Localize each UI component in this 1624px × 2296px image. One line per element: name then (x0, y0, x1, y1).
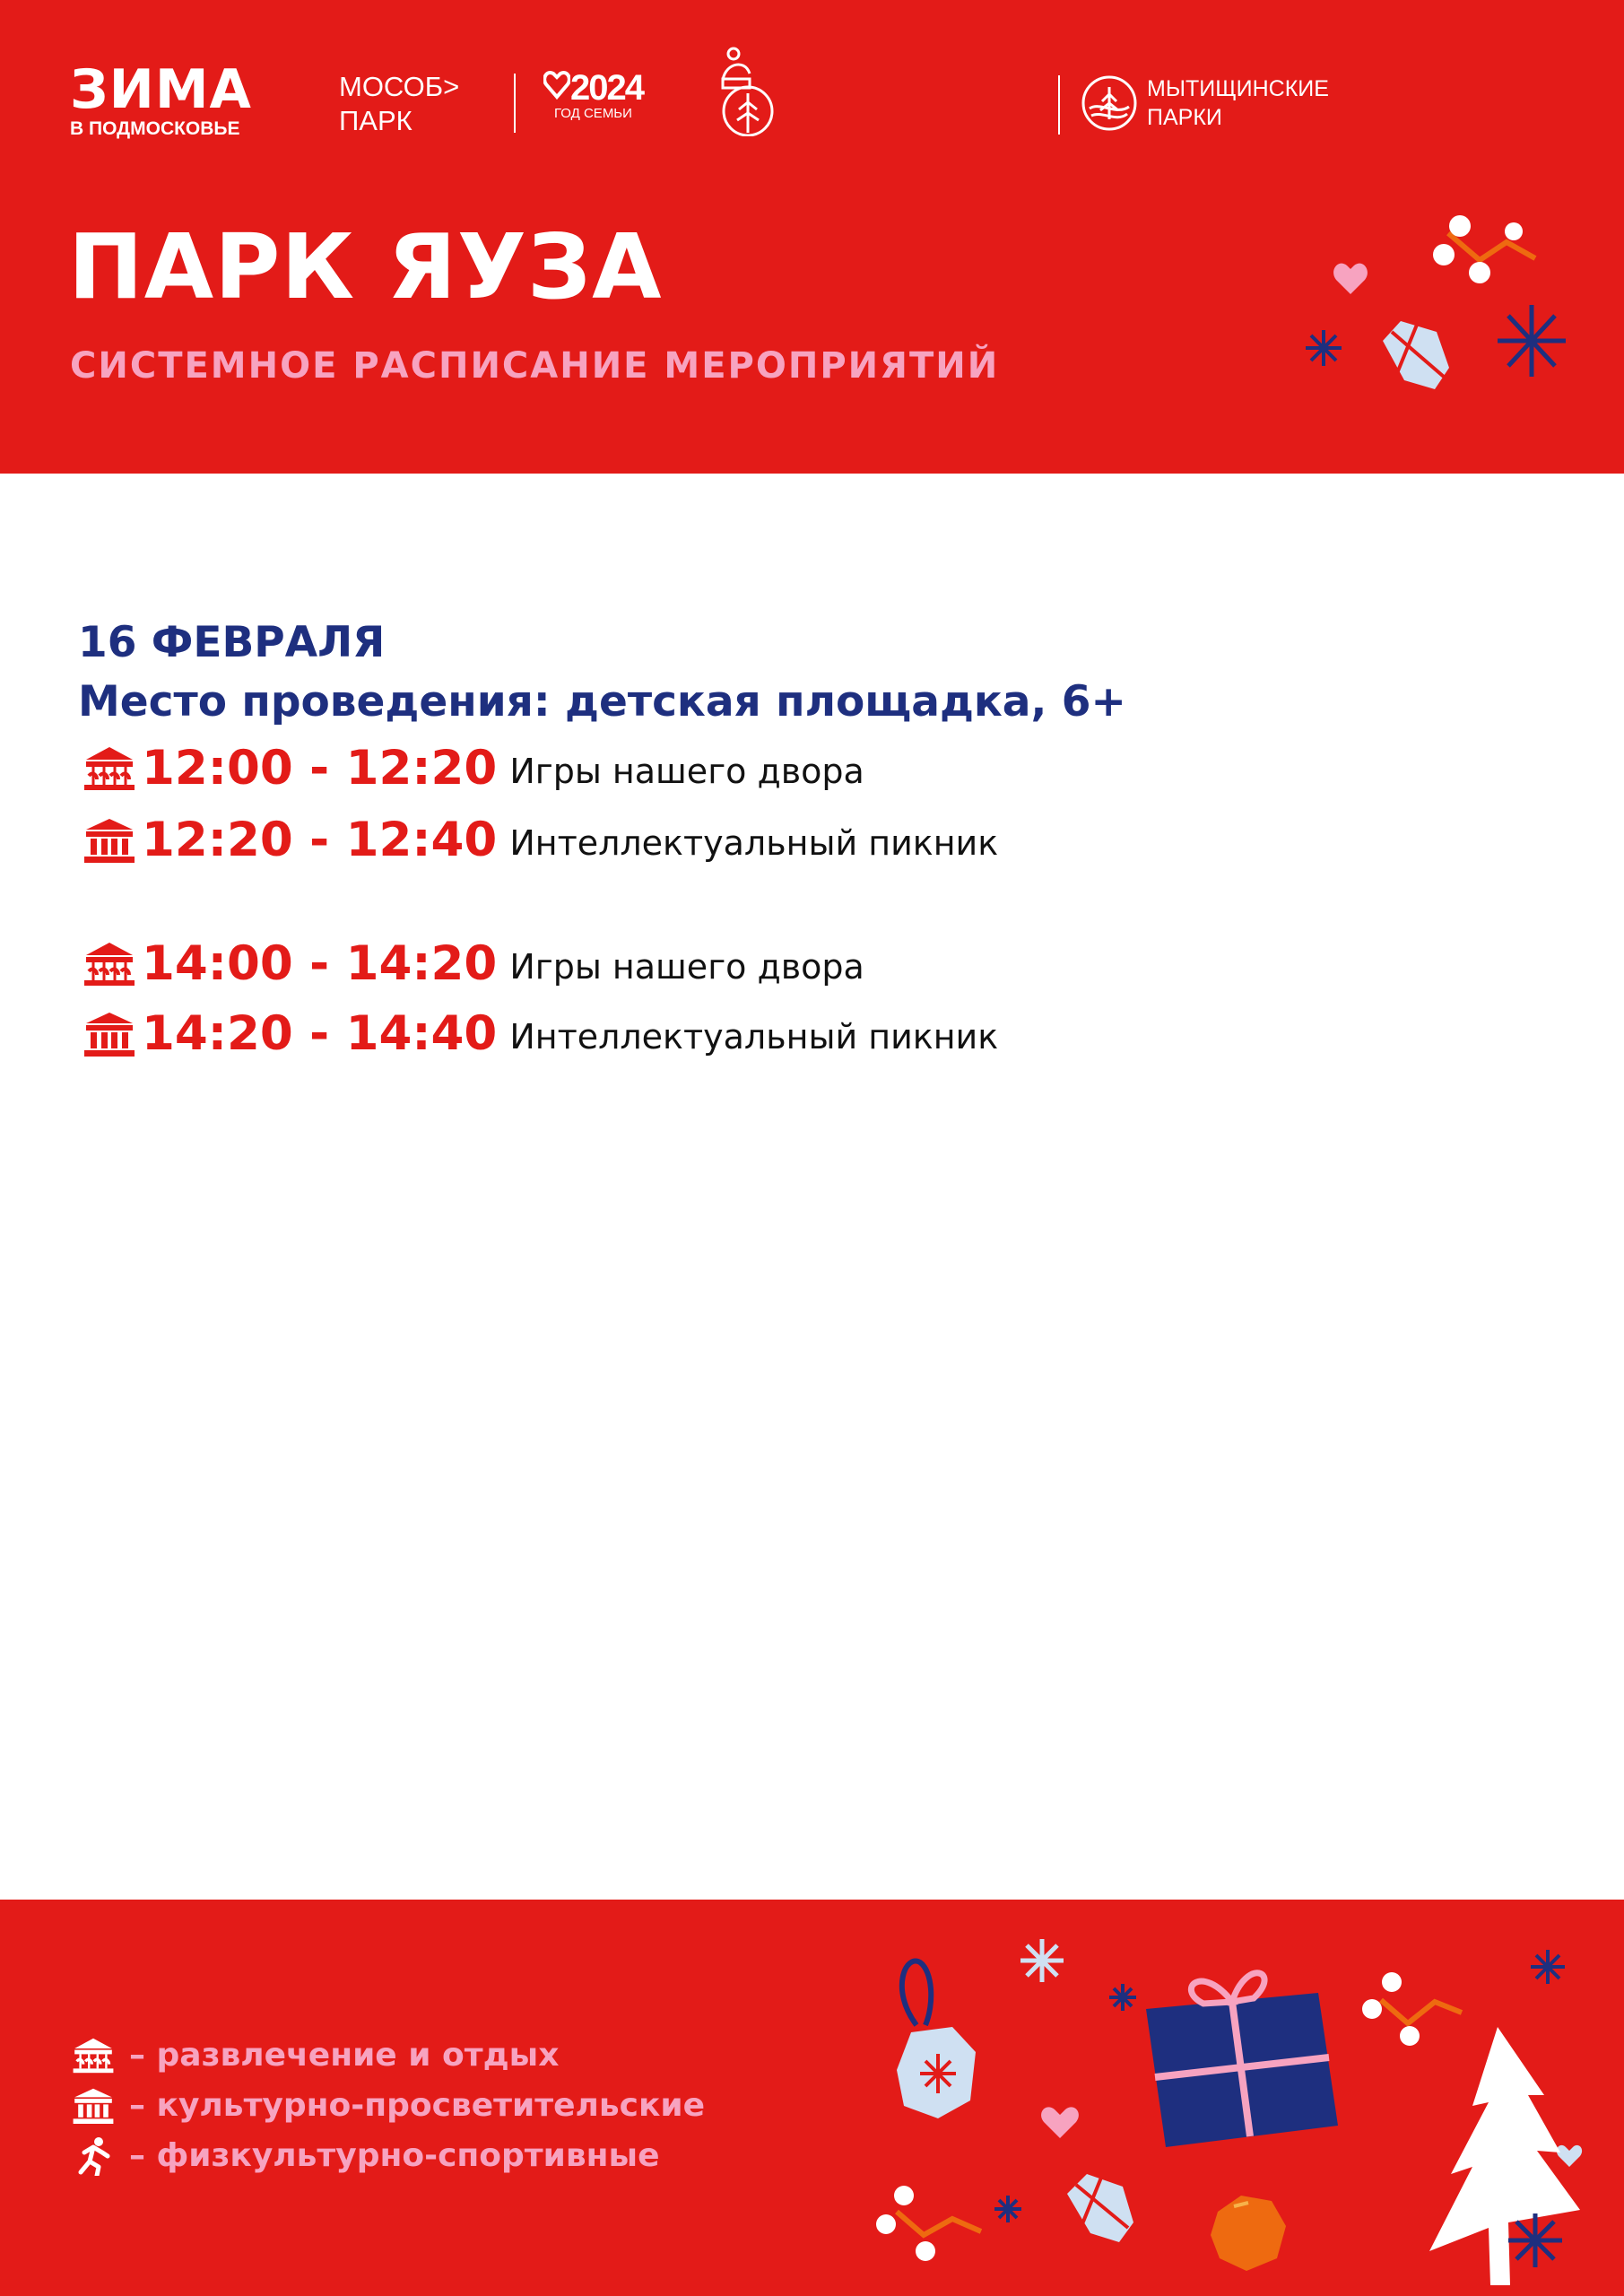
header-decoration (1291, 197, 1587, 422)
event-title: Интеллектуальный пикник (509, 1017, 999, 1057)
mitten-icon (1383, 321, 1449, 389)
event-time: 14:20 - 14:40 (142, 1006, 498, 1061)
heart-icon (1041, 2107, 1079, 2138)
runner-icon (72, 2136, 115, 2176)
logo-zima-title: ЗИМА (70, 58, 252, 121)
schedule-date: 16 ФЕВРАЛЯ (78, 618, 386, 667)
snowflake-icon (1508, 2213, 1562, 2267)
carousel-icon (83, 941, 136, 987)
logo-year-of-family (543, 68, 643, 121)
small-heart-icon (1557, 2145, 1582, 2167)
event-row (83, 809, 998, 872)
bauble-icon (897, 1961, 976, 2118)
museum-icon (72, 2086, 115, 2126)
small-snowflake-icon (994, 2196, 1021, 2222)
event-title: Игры нашего двора (509, 947, 864, 987)
christmas-tree-icon (1429, 2027, 1580, 2285)
legend-label: – развлечение и отдых (129, 2037, 560, 2074)
gift-box-icon (1146, 1973, 1338, 2147)
heart-icon (543, 68, 570, 100)
carousel-icon (72, 2036, 115, 2075)
event-row (83, 737, 864, 800)
berry-branch-icon (1362, 1972, 1462, 2046)
small-snowflake-icon (1109, 1984, 1136, 2011)
page-subtitle: СИСТЕМНОЕ РАСПИСАНИЕ МЕРОПРИЯТИЙ (70, 345, 1000, 387)
snowflake-icon (1498, 305, 1566, 377)
event-time: 12:00 - 12:20 (142, 741, 498, 796)
event-time: 14:00 - 14:20 (142, 936, 498, 991)
snowflake-icon (1020, 1939, 1064, 1982)
parks-emblem-icon (1081, 74, 1138, 132)
parks-divider (1058, 75, 1060, 135)
logo-zima-subtitle: В ПОДМОСКОВЬЕ (70, 118, 240, 139)
legend-item-entertainment (72, 2034, 559, 2077)
logo-parks-line2: ПАРКИ (1147, 105, 1222, 130)
footer-banner (0, 1900, 1624, 2296)
ornament-logo-icon (714, 47, 778, 140)
legend-label: – культурно-просветительские (129, 2087, 706, 2124)
page-title: ПАРК ЯУЗА (68, 214, 663, 319)
logo-year-subtitle: ГОД СЕМЬИ (554, 106, 632, 121)
museum-icon (83, 1011, 136, 1057)
berry-branch-icon (876, 2186, 981, 2261)
museum-icon (83, 817, 136, 864)
legend-item-culture (72, 2084, 705, 2127)
berry-branch-icon (1433, 215, 1535, 283)
logo-mosobpark (339, 70, 459, 138)
mitten-icon (1067, 2174, 1133, 2242)
event-title: Игры нашего двора (509, 752, 864, 791)
footer-decoration (870, 1926, 1587, 2296)
snowflake-icon (1531, 1950, 1565, 1984)
heart-icon (1333, 264, 1368, 294)
event-row (83, 1003, 998, 1065)
event-title: Интеллектуальный пикник (509, 823, 999, 863)
logo-parks-line1: МЫТИЩИНСКИЕ (1147, 76, 1329, 101)
logo-mosob-line2: ПАРК (339, 105, 413, 136)
logo-zima (70, 58, 252, 140)
orange-icon (1211, 2196, 1286, 2271)
legend-item-sport (72, 2135, 660, 2178)
logo-mosob-line1: МОСОБ> (339, 71, 460, 102)
small-snowflake-icon (1306, 330, 1342, 366)
carousel-icon (83, 745, 136, 792)
event-row (83, 933, 864, 996)
event-time: 12:20 - 12:40 (142, 813, 498, 867)
legend-label: – физкультурно-спортивные (129, 2137, 660, 2174)
logo-divider (514, 74, 516, 133)
schedule-venue: Место проведения: детская площадка, 6+ (78, 677, 1126, 726)
logo-mytishchi-parks (1081, 74, 1329, 132)
header-banner (0, 0, 1624, 474)
logo-year-number: 2024 (543, 68, 643, 109)
